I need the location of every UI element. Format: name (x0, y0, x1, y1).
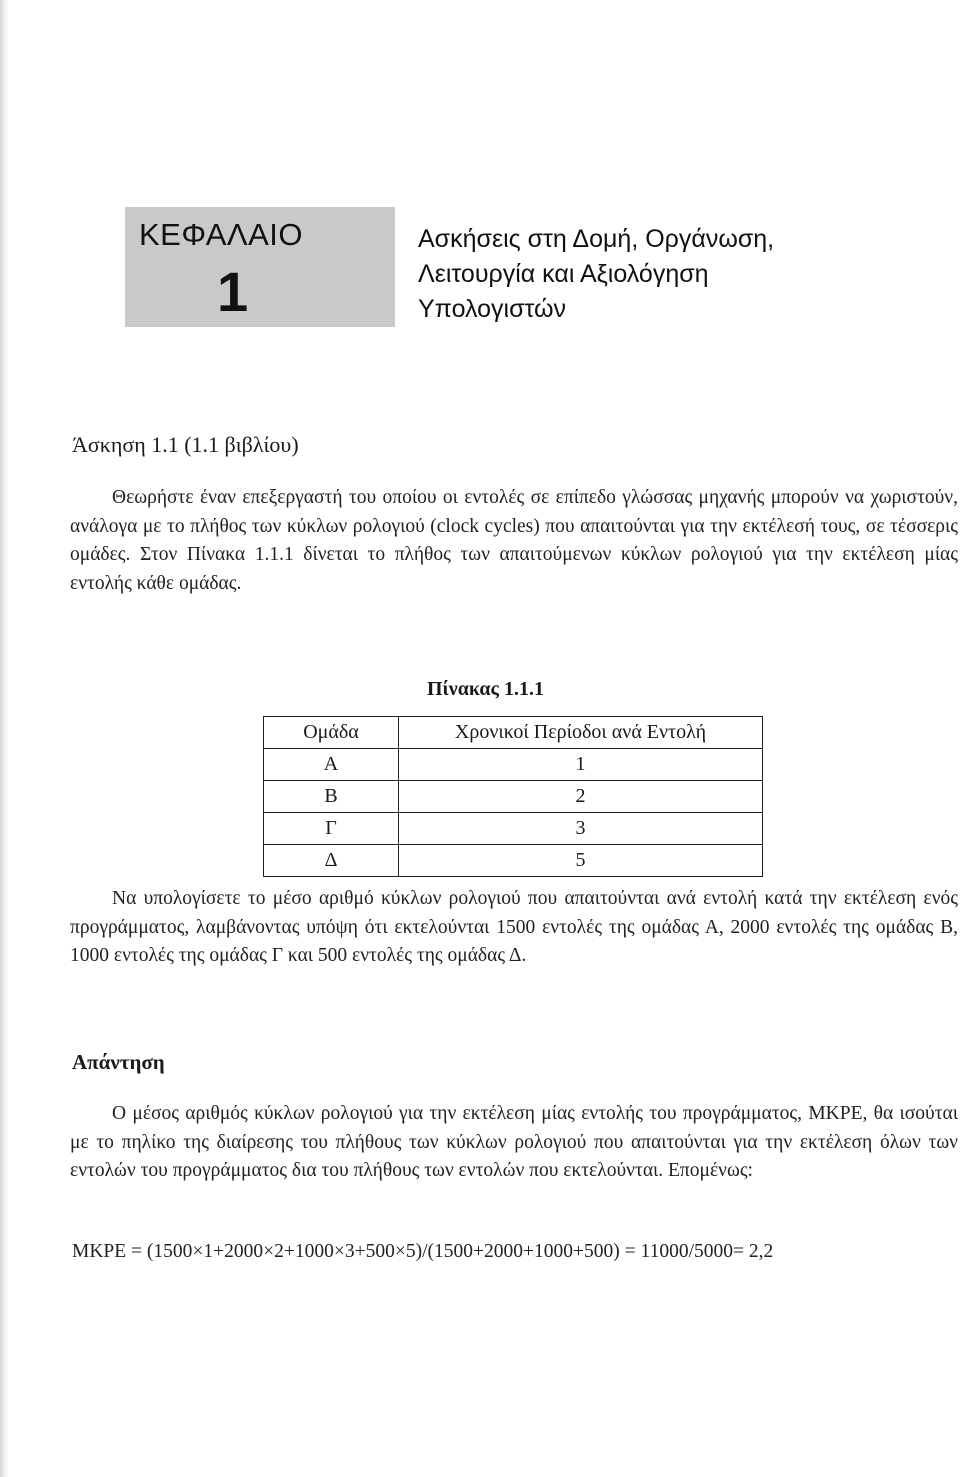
table-row (264, 781, 763, 813)
answer-paragraph: Ο μέσος αριθμός κύκλων ρολογιού για την εκτέλεση μίας εντολής του προγράμματος, ΜΚΡΕ, θα ισούται με το πηλίκο της διαίρεσης του πλήθους των κύκλων ρολογιού που απαιτούνται για την εκτέλεση όλων των εντολών του προγράμματος δια του πλήθους των εντολών που εκτελούνται. Επομένως: (70, 1103, 958, 1181)
chapter-title-line: Υπολογιστών (418, 295, 567, 323)
chapter-number: 1 (217, 260, 249, 323)
answer-heading: Απάντηση (72, 1050, 165, 1074)
exercise-intro-paragraph: Θεωρήστε έναν επεξεργαστή του οποίου οι εντολές σε επίπεδο γλώσσας μηχανής μπορούν να χωριστούν, ανάλογα με το πλήθος των κύκλων ρολογιού (clock cycles) που απαιτούνται για την εκτέλεσή τους, σε τέσσερις ομάδες. Στον Πίνακα 1.1.1 δίνεται το πλήθος των απαιτούμενων κύκλων ρολογιού για την εκτέλεση μίας εντολής κάθε ομάδας. (70, 487, 958, 594)
question-paragraph: Να υπολογίσετε το μέσο αριθμό κύκλων ρολογιού που απαιτούνται ανά εντολή κατά την εκτέλεση ενός προγράμματος, λαμβάνοντας υπόψη ότι εκτελούνται 1500 εντολές της ομάδας Α, 2000 εντολές της ομάδας Β, 1000 εντολές της ομάδας Γ και 500 εντολές της ομάδας Δ. (70, 888, 958, 966)
table-cell: 3 (399, 813, 763, 845)
table-cell: Δ (264, 845, 399, 877)
table-cell: 2 (399, 781, 763, 813)
table-cell: 5 (399, 845, 763, 877)
table-row (264, 813, 763, 845)
table-cell: Γ (264, 813, 399, 845)
table-header-row (264, 717, 763, 749)
answer-formula: ΜΚΡΕ = (1500×1+2000×2+1000×3+500×5)/(1500+2000+1000+500) = 11000/5000= 2,2 (72, 1241, 774, 1262)
table-cell: Β (264, 781, 399, 813)
exercise-heading: Άσκηση 1.1 (1.1 βιβλίου) (72, 432, 299, 457)
table-caption: Πίνακας 1.1.1 (427, 678, 544, 700)
table-cell: Α (264, 749, 399, 781)
chapter-title (418, 222, 878, 327)
chapter-title-line: Λειτουργία και Αξιολόγηση (418, 260, 709, 288)
data-table (263, 716, 763, 877)
table-row (264, 845, 763, 877)
chapter-title-line: Ασκήσεις στη Δομή, Οργάνωση, (418, 225, 775, 253)
chapter-label: ΚΕΦΑΛΑΙΟ (139, 217, 303, 252)
scan-edge (0, 0, 9, 1477)
table-cell: 1 (399, 749, 763, 781)
table-header-cell: Χρονικοί Περίοδοι ανά Εντολή (399, 717, 763, 749)
table-row (264, 749, 763, 781)
table-header-cell: Ομάδα (264, 717, 399, 749)
chapter-box (125, 207, 395, 327)
